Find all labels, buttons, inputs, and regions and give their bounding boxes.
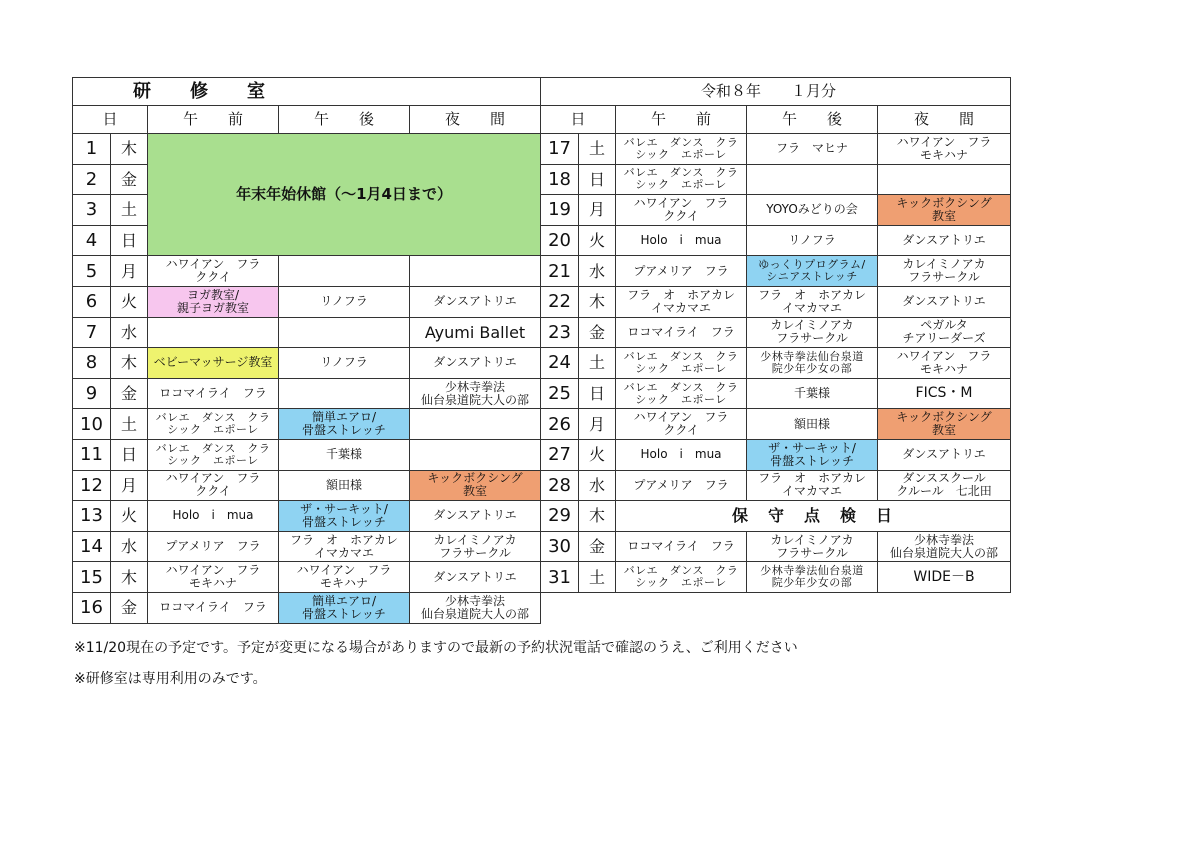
slot-pm [279, 378, 410, 409]
maintenance-day-cell: 保 守 点 検 日 [616, 501, 1011, 532]
slot-am: バレエ ダンス クラ シック エポーレ [616, 134, 747, 165]
slot-nt: ダンスアトリエ [410, 501, 541, 532]
slot-pm: 千葉様 [279, 439, 410, 470]
weekday: 日 [111, 225, 148, 256]
slot-nt: キックボクシング 教室 [410, 470, 541, 501]
day-number: 7 [73, 317, 111, 348]
day-number: 24 [541, 348, 579, 379]
slot-am: Holo i mua [616, 439, 747, 470]
calendar-row [73, 256, 1011, 287]
header-night: 夜 間 [410, 106, 541, 134]
day-number: 22 [541, 286, 579, 317]
slot-am: ロコマイライ フラ [148, 378, 279, 409]
header-afternoon: 午 後 [279, 106, 410, 134]
slot-am: ハワイアン フラ ククイ [148, 256, 279, 287]
day-number: 10 [73, 409, 111, 440]
slot-nt: キックボクシング 教室 [878, 195, 1011, 226]
day-number: 29 [541, 501, 579, 532]
day-number: 30 [541, 531, 579, 562]
weekday: 木 [111, 348, 148, 379]
day-number: 28 [541, 470, 579, 501]
period-label: 令和８年 １月分 [541, 78, 1011, 106]
slot-am: Holo i mua [148, 501, 279, 532]
header-day: 日 [541, 106, 616, 134]
slot-nt [410, 439, 541, 470]
slot-am: ロコマイライ フラ [148, 592, 279, 623]
slot-am: ロコマイライ フラ [616, 531, 747, 562]
slot-pm: ザ・サーキット/ 骨盤ストレッチ [747, 439, 878, 470]
calendar-row [73, 470, 1011, 501]
weekday: 月 [111, 256, 148, 287]
calendar-row [73, 134, 1011, 165]
slot-am: ハワイアン フラ モキハナ [148, 562, 279, 593]
slot-nt: キックボクシング 教室 [878, 409, 1011, 440]
weekday: 木 [111, 562, 148, 593]
schedule-sheet [72, 77, 1010, 629]
day-number: 19 [541, 195, 579, 226]
weekday: 日 [579, 164, 616, 195]
weekday: 金 [111, 592, 148, 623]
slot-am [148, 317, 279, 348]
slot-nt: 少林寺拳法 仙台泉道院大人の部 [410, 592, 541, 623]
note-schedule-notice: ※11/20現在の予定です。予定が変更になる場合がありますので最新の予約状況電話で確認のうえ、ご利用ください [74, 640, 798, 656]
slot-nt: ペガルタ チアリーダーズ [878, 317, 1011, 348]
day-number: 25 [541, 378, 579, 409]
weekday: 金 [579, 317, 616, 348]
calendar-row [73, 439, 1011, 470]
weekday: 日 [579, 378, 616, 409]
weekday: 土 [111, 195, 148, 226]
slot-pm: 少林寺拳法仙台泉道 院少年少女の部 [747, 562, 878, 593]
slot-am: バレエ ダンス クラ シック エポーレ [616, 164, 747, 195]
slot-nt [410, 256, 541, 287]
weekday: 土 [111, 409, 148, 440]
slot-nt: ダンススクール クルール 七北田 [878, 470, 1011, 501]
slot-pm: 額田様 [747, 409, 878, 440]
slot-pm: 千葉様 [747, 378, 878, 409]
day-number: 11 [73, 439, 111, 470]
slot-pm: 少林寺拳法仙台泉道 院少年少女の部 [747, 348, 878, 379]
slot-pm: カレイミノアカ フラサークル [747, 317, 878, 348]
day-number: 17 [541, 134, 579, 165]
day-number: 6 [73, 286, 111, 317]
day-number: 13 [73, 501, 111, 532]
calendar-row [73, 317, 1011, 348]
day-number: 20 [541, 225, 579, 256]
slot-pm: YOYOみどりの会 [747, 195, 878, 226]
slot-nt [410, 409, 541, 440]
slot-pm: ザ・サーキット/ 骨盤ストレッチ [279, 501, 410, 532]
day-number: 31 [541, 562, 579, 593]
slot-pm: リノフラ [279, 348, 410, 379]
slot-pm: リノフラ [279, 286, 410, 317]
weekday: 火 [579, 225, 616, 256]
calendar-row [73, 286, 1011, 317]
schedule-table [72, 77, 1011, 624]
weekday: 金 [111, 164, 148, 195]
slot-pm: リノフラ [747, 225, 878, 256]
weekday: 金 [579, 531, 616, 562]
weekday: 日 [111, 439, 148, 470]
slot-am: バレエ ダンス クラ シック エポーレ [616, 562, 747, 593]
weekday: 月 [579, 409, 616, 440]
slot-pm: 額田様 [279, 470, 410, 501]
note-exclusive-use: ※研修室は専用利用のみです。 [74, 671, 267, 687]
slot-nt: ダンスアトリエ [410, 286, 541, 317]
slot-pm: フラ オ ホアカレ イマカマエ [747, 286, 878, 317]
slot-am: バレエ ダンス クラ シック エポーレ [616, 348, 747, 379]
slot-nt: カレイミノアカ フラサークル [410, 531, 541, 562]
header-afternoon: 午 後 [747, 106, 878, 134]
slot-nt: ハワイアン フラ モキハナ [878, 348, 1011, 379]
header-night: 夜 間 [878, 106, 1011, 134]
calendar-row [73, 409, 1011, 440]
day-number: 3 [73, 195, 111, 226]
slot-nt: ダンスアトリエ [878, 439, 1011, 470]
slot-am: バレエ ダンス クラ シック エポーレ [148, 409, 279, 440]
slot-am: バレエ ダンス クラ シック エポーレ [616, 378, 747, 409]
slot-pm: フラ オ ホアカレ イマカマエ [279, 531, 410, 562]
slot-nt: FICS・M [878, 378, 1011, 409]
slot-am: フラ オ ホアカレ イマカマエ [616, 286, 747, 317]
day-number: 18 [541, 164, 579, 195]
slot-am: バレエ ダンス クラ シック エポーレ [148, 439, 279, 470]
day-number: 27 [541, 439, 579, 470]
slot-nt: 少林寺拳法 仙台泉道院大人の部 [878, 531, 1011, 562]
slot-am: ヨガ教室/ 親子ヨガ教室 [148, 286, 279, 317]
slot-am: ベビーマッサージ教室 [148, 348, 279, 379]
slot-nt: 少林寺拳法 仙台泉道院大人の部 [410, 378, 541, 409]
slot-pm: カレイミノアカ フラサークル [747, 531, 878, 562]
holiday-closure-cell: 年末年始休館（～1月4日まで） [148, 134, 541, 256]
slot-pm: ゆっくりプログラム/ シニアストレッチ [747, 256, 878, 287]
weekday: 水 [579, 470, 616, 501]
slot-pm [747, 164, 878, 195]
header-row [73, 106, 1011, 134]
slot-pm: 簡単エアロ/ 骨盤ストレッチ [279, 592, 410, 623]
day-number: 16 [73, 592, 111, 623]
weekday: 木 [111, 134, 148, 165]
slot-pm: 簡単エアロ/ 骨盤ストレッチ [279, 409, 410, 440]
calendar-row [73, 531, 1011, 562]
day-number: 2 [73, 164, 111, 195]
day-number: 21 [541, 256, 579, 287]
header-morning: 午 前 [616, 106, 747, 134]
room-title: 研 修 室 [73, 78, 541, 106]
slot-nt: ダンスアトリエ [410, 348, 541, 379]
weekday: 水 [111, 317, 148, 348]
slot-am: ハワイアン フラ ククイ [616, 195, 747, 226]
day-number: 15 [73, 562, 111, 593]
day-number: 26 [541, 409, 579, 440]
calendar-row [73, 501, 1011, 532]
weekday: 土 [579, 562, 616, 593]
slot-nt: カレイミノアカ フラサークル [878, 256, 1011, 287]
slot-pm [279, 256, 410, 287]
weekday: 金 [111, 378, 148, 409]
day-number: 12 [73, 470, 111, 501]
day-number: 1 [73, 134, 111, 165]
header-morning: 午 前 [148, 106, 279, 134]
day-number: 9 [73, 378, 111, 409]
slot-nt: ハワイアン フラ モキハナ [878, 134, 1011, 165]
slot-nt: WIDE－B [878, 562, 1011, 593]
slot-am: ロコマイライ フラ [616, 317, 747, 348]
weekday: 火 [111, 501, 148, 532]
calendar-row [73, 378, 1011, 409]
weekday: 月 [111, 470, 148, 501]
slot-nt: Ayumi Ballet [410, 317, 541, 348]
weekday: 水 [579, 256, 616, 287]
slot-pm: フラ マヒナ [747, 134, 878, 165]
calendar-row [73, 562, 1011, 593]
slot-am: Holo i mua [616, 225, 747, 256]
calendar-row [73, 348, 1011, 379]
empty-area [541, 592, 1011, 623]
weekday: 火 [579, 439, 616, 470]
weekday: 火 [111, 286, 148, 317]
slot-nt: ダンスアトリエ [878, 286, 1011, 317]
slot-am: プアメリア フラ [616, 470, 747, 501]
weekday: 土 [579, 134, 616, 165]
day-number: 14 [73, 531, 111, 562]
slot-am: プアメリア フラ [148, 531, 279, 562]
day-number: 23 [541, 317, 579, 348]
day-number: 5 [73, 256, 111, 287]
slot-am: ハワイアン フラ ククイ [616, 409, 747, 440]
calendar-row [73, 592, 1011, 623]
header-day: 日 [73, 106, 148, 134]
weekday: 木 [579, 286, 616, 317]
day-number: 4 [73, 225, 111, 256]
slot-nt: ダンスアトリエ [410, 562, 541, 593]
slot-pm: ハワイアン フラ モキハナ [279, 562, 410, 593]
weekday: 土 [579, 348, 616, 379]
slot-nt: ダンスアトリエ [878, 225, 1011, 256]
slot-am: プアメリア フラ [616, 256, 747, 287]
slot-am: ハワイアン フラ ククイ [148, 470, 279, 501]
weekday: 水 [111, 531, 148, 562]
weekday: 木 [579, 501, 616, 532]
slot-nt [878, 164, 1011, 195]
slot-pm: フラ オ ホアカレ イマカマエ [747, 470, 878, 501]
slot-pm [279, 317, 410, 348]
weekday: 月 [579, 195, 616, 226]
day-number: 8 [73, 348, 111, 379]
title-row [73, 78, 1011, 106]
